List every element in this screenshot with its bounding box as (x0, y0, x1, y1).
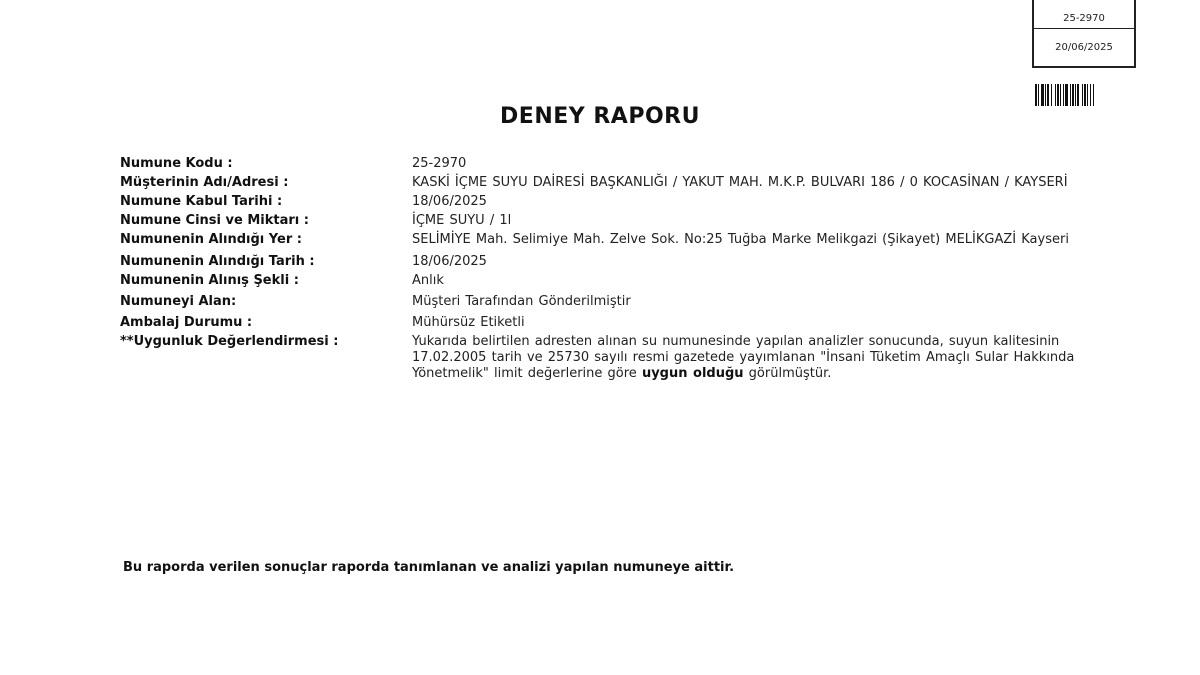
field-value: KASKİ İÇME SUYU DAİRESİ BAŞKANLIĞI / YAKUT MAH. M.K.P. BULVARI 186 / 0 KOCASİNAN / KAYSERİ (412, 175, 1068, 190)
field-sample-taker (120, 294, 1120, 310)
field-acceptance-date (120, 194, 1120, 210)
barcode-icon (1035, 84, 1139, 106)
field-value: Müşteri Tarafından Gönderilmiştir (412, 294, 631, 309)
field-conformity-assessment (120, 334, 1120, 382)
field-label: Numuneyi Alan: (120, 294, 237, 309)
field-sample-code (120, 156, 1120, 172)
field-value: 18/06/2025 (412, 194, 487, 209)
field-value: Mühürsüz Etiketli (412, 315, 525, 330)
conformity-text-before: Yukarıda belirtilen adresten alınan su numunesinde yapılan analizler sonucunda, suyun kalitesinin 17.02.2005 tarih ve 25730 sayılı resmi gazetede yayımlanan "İnsani Tüketim Amaçlı Sular Hakkında Yönetmelik" limit değerlerine göre (412, 334, 1075, 381)
document-title: DENEY RAPORU (500, 104, 700, 129)
field-customer-address (120, 175, 1120, 191)
report-stamp-box (1032, 0, 1136, 68)
field-sample-location (120, 232, 1120, 248)
field-label: Numunenin Alındığı Tarih : (120, 254, 315, 269)
field-sampling-date (120, 254, 1120, 270)
conformity-result: uygun olduğu (641, 366, 744, 381)
field-value: İÇME SUYU / 1l (412, 213, 512, 228)
field-value: 18/06/2025 (412, 254, 487, 269)
field-label: Numune Cinsi ve Miktarı : (120, 213, 309, 228)
field-label: Numunenin Alındığı Yer : (120, 232, 302, 247)
field-value: 25-2970 (412, 156, 467, 171)
field-label: Numune Kodu : (120, 156, 233, 171)
conformity-text-after: görülmüştür. (743, 366, 832, 381)
report-fields (120, 156, 1120, 385)
field-label: Numunenin Alınış Şekli : (120, 273, 299, 288)
field-label: **Uygunluk Değerlendirmesi : (120, 334, 339, 349)
footer-note: Bu raporda verilen sonuçlar raporda tanımlanan ve analizi yapılan numuneye aittir. (123, 560, 735, 575)
field-label: Müşterinin Adı/Adresi : (120, 175, 289, 190)
field-sample-type (120, 213, 1120, 229)
field-value: Anlık (412, 273, 444, 288)
field-label: Numune Kabul Tarihi : (120, 194, 283, 209)
conformity-text (412, 334, 1120, 382)
field-packaging-status (120, 315, 1120, 331)
field-sampling-method (120, 273, 1120, 289)
field-label: Ambalaj Durumu : (120, 315, 253, 330)
field-value: SELİMİYE Mah. Selimiye Mah. Zelve Sok. No:25 Tuğba Marke Melikgazi (Şikayet) MELİKGAZİ Kayseri (412, 232, 1069, 247)
stamp-code: 25-2970 (1034, 0, 1134, 29)
stamp-date: 20/06/2025 (1055, 42, 1113, 53)
